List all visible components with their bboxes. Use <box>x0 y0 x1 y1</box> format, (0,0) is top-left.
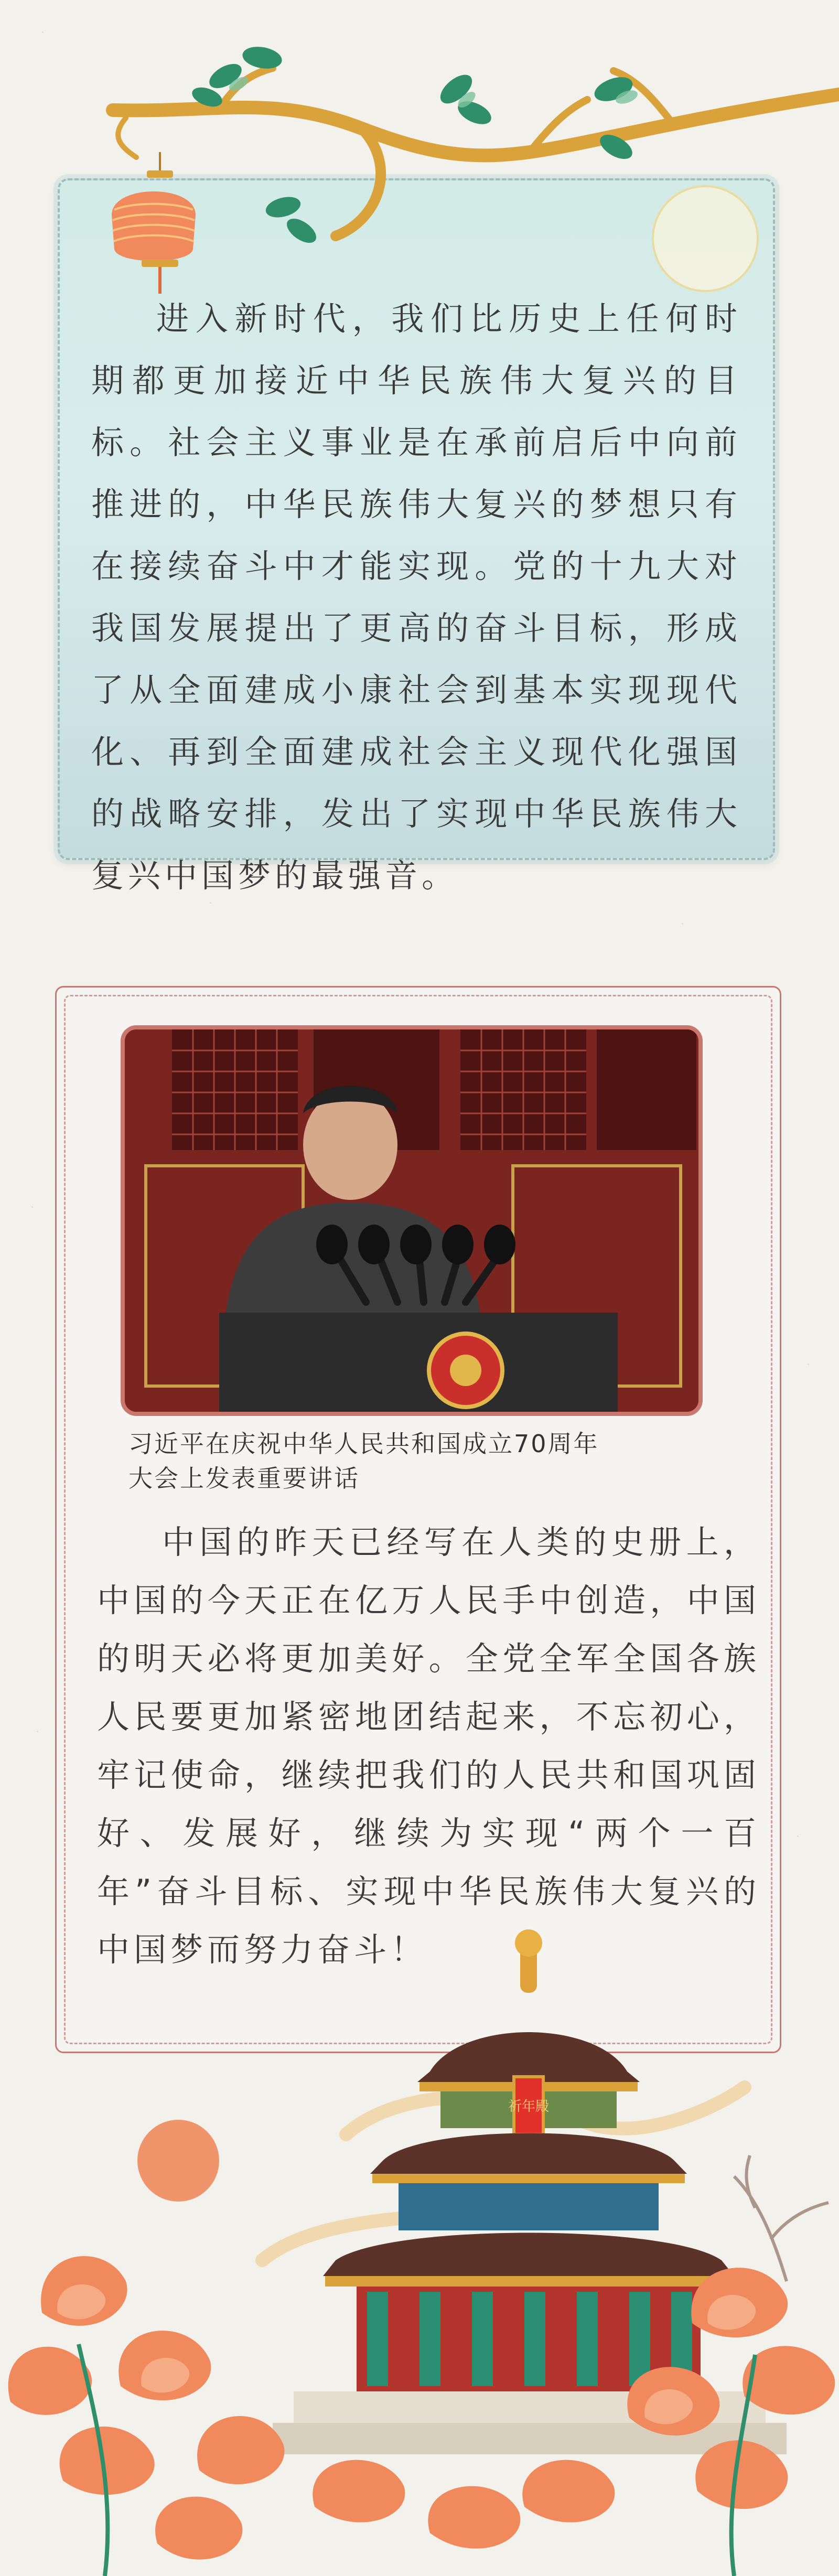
temple-of-heaven-icon <box>0 1914 839 2576</box>
lantern-icon <box>107 152 199 299</box>
speech-photo <box>121 1025 703 1416</box>
photo-caption-line2: 大会上发表重要讲话 <box>128 1464 360 1493</box>
photo-caption-line1: 习近平在庆祝中华人民共和国成立70周年 <box>128 1430 599 1458</box>
intro-paragraph: 进入新时代，我们比历史上任何时期都更加接近中华民族伟大复兴的目标。社会主义事业是在承前启后中向前推进的，中华民族伟大复兴的梦想只有在接续奋斗中才能实现。党的十九大对我国发展提出了更高的奋斗目标，形成了从全面建成小康社会到基本实现现代化、再到全面建成社会主义现代化强国的战略安排，发出了实现中华民族伟大复兴中国梦的最强音。 <box>91 299 741 895</box>
plaque-text: 祈年殿 <box>508 2099 550 2115</box>
speech-paragraph: 中国的昨天已经写在人类的史册上，中国的今天正在亿万人民手中创造，中国的明天必将更加美好。全党全军全国各族人民要更加紧密地团结起来，不忘初心，牢记使命，继续把我们的人民共和国巩固好、发展好，继续为实现“两个一百年”奋斗目标、实现中华民族伟大复兴的中国梦而努力奋斗！ <box>97 1523 760 1969</box>
photo-caption <box>128 1426 716 1496</box>
speech-photo-image <box>125 1029 698 1412</box>
